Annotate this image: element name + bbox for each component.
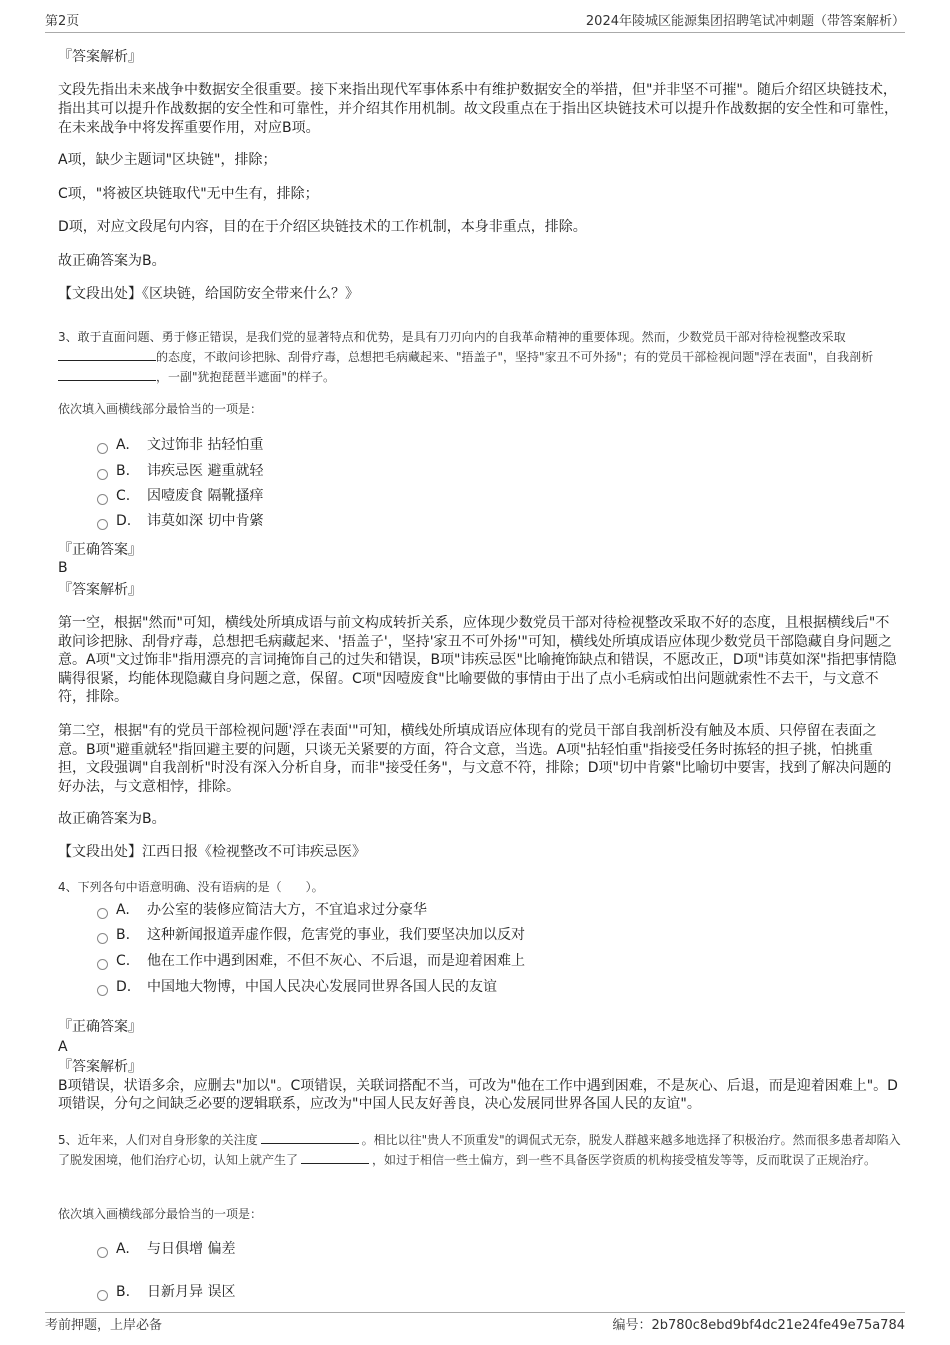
q3-analysis-label: 『答案解析』	[58, 582, 142, 598]
option-text: 讳疾忌医 避重就轻	[147, 463, 264, 479]
radio-button[interactable]	[97, 908, 108, 919]
option-label: A.	[116, 902, 130, 918]
radio-button[interactable]	[97, 494, 108, 505]
q4-answer-label: 『正确答案』	[58, 1019, 142, 1035]
radio-button[interactable]	[97, 469, 108, 480]
option-label: B.	[116, 927, 131, 943]
q3-blank-2	[58, 368, 156, 381]
option-label: D.	[116, 979, 132, 995]
q4-option-a[interactable]	[97, 901, 427, 919]
option-label: B.	[116, 463, 131, 479]
radio-button[interactable]	[97, 443, 108, 454]
q4-option-c[interactable]	[97, 952, 525, 970]
option-label: C.	[116, 488, 131, 504]
q2-analysis-label: 『答案解析』	[58, 49, 142, 65]
q5-stem-part: 。相比以往"贵人不顶重发"的调侃式无奈，脱发人群越来越多地选择了积极治疗。然而很多患者却陷入了脱发困境，他们治疗心切，认知上就产生了	[58, 1133, 901, 1167]
q3-source: 【文段出处】江西日报《检视整改不可讳疾忌医》	[58, 844, 366, 860]
q4-analysis-label: 『答案解析』	[58, 1059, 142, 1075]
radio-button[interactable]	[97, 933, 108, 944]
q3-stem	[58, 327, 903, 387]
radio-button[interactable]	[97, 519, 108, 530]
option-text: 文过饰非 拈轻怕重	[147, 437, 264, 453]
q2-conclusion: 故正确答案为B。	[58, 253, 166, 269]
q2-option-c-note: C项，"将被区块链取代"无中生有，排除；	[58, 186, 319, 202]
footer-id-label: 编号：	[612, 1318, 652, 1333]
option-text: 他在工作中遇到困难，不但不灰心、不后退，而是迎着困难上	[147, 953, 525, 969]
q3-analysis-1: 第一空，根据"然而"可知，横线处所填成语与前文构成转折关系，应体现少数党员干部对待检视整改采取不好的态度，且根据横线后"不敢问诊把脉、刮骨疗毒，总想把毛病藏起来、'捂盖子'，坚持'家丑不可外扬'"可知，横线处所填成语应体现少数党员干部隐藏自身问题之意。A项"文过饰非"指用漂亮的言词掩饰自己的过失和错误，B项"讳疾忌医"比喻掩饰缺点和错误，不愿改正，D项"讳莫如深"指把事情隐瞒得很紧，均能体现隐藏自身问题之意，保留。C项"因噎废食"比喻要做的事情由于出了点小毛病或怕出问题就索性不去干，与文意不符，排除。	[58, 615, 897, 706]
q4-option-b[interactable]	[97, 926, 525, 944]
q4-stem: 4、下列各句中语意明确、没有语病的是（ ）。	[58, 880, 324, 894]
footer-id-value: 2b780c8ebd9bf4dc21e24fe49e75a784	[651, 1318, 905, 1333]
footer-id	[612, 1314, 905, 1333]
q5-stem	[58, 1130, 903, 1170]
radio-button[interactable]	[97, 985, 108, 996]
option-label: A.	[116, 437, 130, 453]
q3-option-a[interactable]	[97, 436, 263, 454]
option-label: D.	[116, 513, 132, 529]
radio-button[interactable]	[97, 1290, 108, 1301]
q5-blank-1	[261, 1131, 359, 1144]
q3-blank-1	[58, 348, 156, 361]
q3-option-d[interactable]	[97, 512, 263, 530]
option-label: C.	[116, 953, 131, 969]
option-label: B.	[116, 1284, 131, 1300]
q3-answer: B	[58, 560, 68, 576]
option-text: 讳莫如深 切中肯綮	[147, 513, 264, 529]
q3-answer-label: 『正确答案』	[58, 542, 142, 558]
option-label: A.	[116, 1241, 130, 1257]
q3-option-b[interactable]	[97, 462, 263, 480]
q3-stem-part: ，一副"犹抱琵琶半遮面"的样子。	[156, 370, 336, 384]
footer-slogan: 考前押题，上岸必备	[45, 1318, 163, 1333]
header-divider	[45, 32, 905, 33]
q3-analysis-2: 第二空，根据"有的党员干部检视问题'浮在表面'"可知，横线处所填成语应体现有的党员干部自我剖析没有触及本质、只停留在表面之意。B项"避重就轻"指回避主要的问题，只谈无关紧要的方面，符合文意，当选。A项"拈轻怕重"指接受任务时拣轻的担子挑，怕挑重担，文段强调"自我剖析"时没有深入分析自身，而非"接受任务"，与文意不符，排除；D项"切中肯綮"比喻切中要害，找到了解决问题的好办法，与文意相悖，排除。	[58, 723, 892, 795]
q3-option-c[interactable]	[97, 487, 263, 505]
q2-analysis-text: 文段先指出未来战争中数据安全很重要。接下来指出现代军事体系中有维护数据安全的举措，但"并非坚不可摧"。随后介绍区块链技术，指出其可以提升作战数据的安全性和可靠性，并介绍其作用机制。故文段重点在于指出区块链技术可以提升作战数据的安全性和可靠性，在未来战争中将发挥重要作用，对应B项。	[58, 82, 898, 136]
q4-option-d[interactable]	[97, 978, 497, 996]
option-text: 中国地大物博，中国人民决心发展同世界各国人民的友谊	[147, 979, 497, 995]
q4-analysis: B项错误，状语多余，应删去"加以"。C项错误，关联词搭配不当，可改为"他在工作中遇到困难，不是灰心、后退，而是迎着困难上"。D项错误，分句之间缺乏必要的逻辑联系，应改为"中国人民友好善良，决心发展同世界各国人民的友谊"。	[58, 1078, 898, 1112]
q4-answer: A	[58, 1039, 68, 1055]
q3-stem-part: 的态度，不敢问诊把脉、刮骨疗毒，总想把毛病藏起来、"捂盖子"，坚持"家丑不可外扬"；有的党员干部检视问题"浮在表面"，自我剖析	[156, 350, 874, 364]
q5-stem-part: 5、近年来，人们对自身形象的关注度	[58, 1133, 258, 1147]
option-text: 与日俱增 偏差	[147, 1241, 236, 1257]
q3-instruction: 依次填入画横线部分最恰当的一项是：	[58, 402, 263, 416]
option-text: 日新月异 误区	[147, 1284, 236, 1300]
option-text: 因噎废食 隔靴搔痒	[147, 488, 264, 504]
radio-button[interactable]	[97, 1247, 108, 1258]
q3-stem-part: 3、敢于直面问题、勇于修正错误，是我们党的显著特点和优势，是具有刀刃向内的自我革命精神的重要体现。然而，少数党员干部对待检视整改采取	[58, 330, 846, 344]
radio-button[interactable]	[97, 959, 108, 970]
q5-blank-2	[301, 1151, 369, 1164]
option-text: 这种新闻报道弄虚作假，危害党的事业，我们要坚决加以反对	[147, 927, 525, 943]
option-text: 办公室的装修应简洁大方，不宜追求过分豪华	[147, 902, 427, 918]
document-title: 2024年陵城区能源集团招聘笔试冲刺题（带答案解析）	[585, 14, 905, 29]
page-number: 第2页	[45, 14, 80, 29]
q2-source: 【文段出处】《区块链，给国防安全带来什么？》	[58, 286, 359, 302]
q5-stem-part: ，如过于相信一些土偏方，到一些不具备医学资质的机构接受植发等等，反而耽误了正规治疗。	[372, 1153, 877, 1167]
q5-option-a[interactable]	[97, 1240, 235, 1258]
footer-divider	[45, 1312, 905, 1313]
q2-option-d-note: D项，对应文段尾句内容，目的在于介绍区块链技术的工作机制，本身非重点，排除。	[58, 219, 587, 235]
q2-option-a-note: A项，缺少主题词"区块链"，排除；	[58, 152, 277, 168]
q5-instruction: 依次填入画横线部分最恰当的一项是：	[58, 1207, 263, 1221]
q5-option-b[interactable]	[97, 1283, 235, 1301]
q3-conclusion: 故正确答案为B。	[58, 811, 166, 827]
